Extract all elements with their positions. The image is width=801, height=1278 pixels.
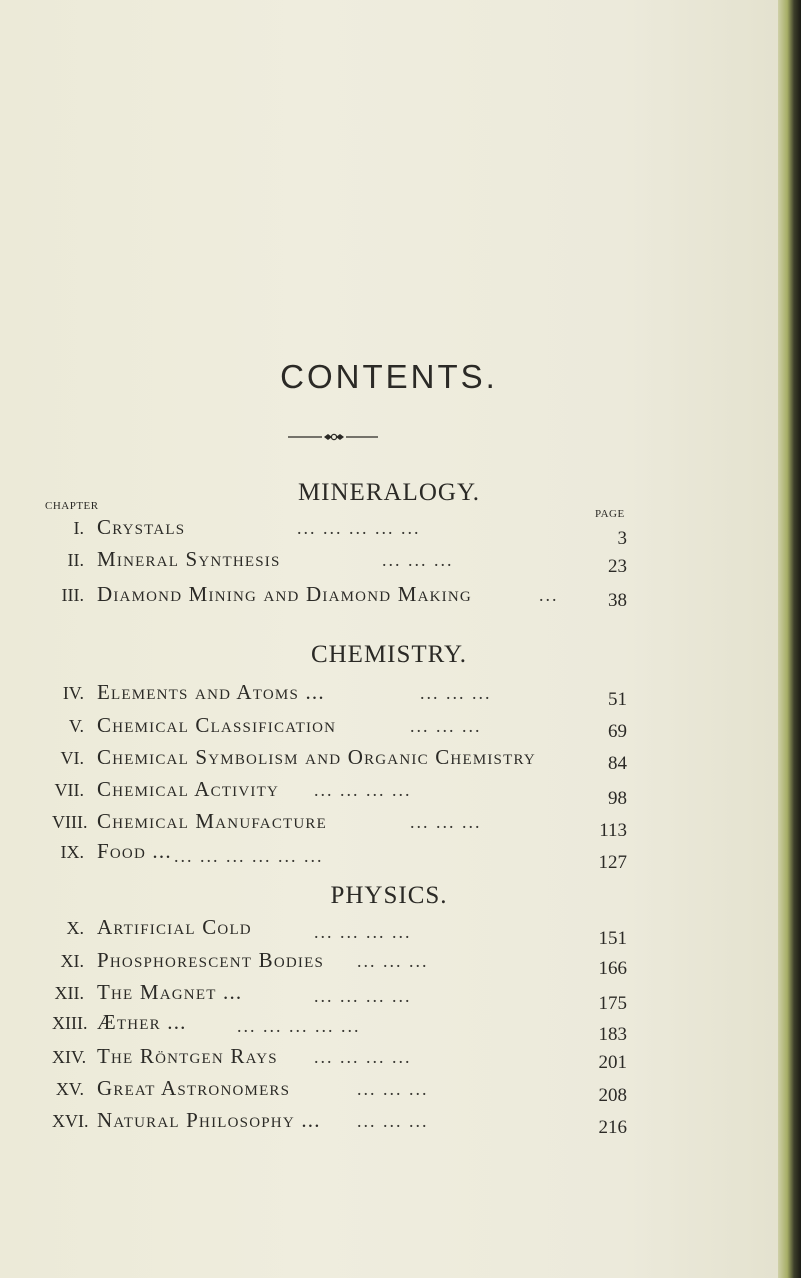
chapter-number: VI.: [60, 748, 84, 768]
chapter-title: Æther ...: [97, 1010, 187, 1034]
leader-dots: ... ... ...: [410, 812, 482, 832]
page-number: 84: [608, 753, 627, 774]
toc-entry[interactable]: [52, 915, 627, 949]
toc-entry[interactable]: [52, 745, 627, 776]
chapter-number: III.: [61, 585, 84, 605]
toc-entry[interactable]: [52, 839, 627, 873]
leader-dots: ... ... ...: [382, 550, 454, 570]
chapter-title: Crystals: [97, 515, 186, 539]
chapter-number: XIV.: [52, 1047, 87, 1067]
page-number: 51: [608, 689, 627, 710]
chapter-column-label: CHAPTER: [45, 500, 99, 512]
leader-dots: ... ... ... ...: [314, 780, 412, 800]
ornament-divider: [288, 432, 378, 442]
chapter-number: X.: [66, 918, 84, 938]
leader-dots: ... ... ... ...: [314, 986, 412, 1006]
leader-dots: ... ... ...: [357, 1111, 429, 1131]
toc-entry[interactable]: [52, 777, 627, 809]
leader-dots: ... ... ...: [357, 1079, 429, 1099]
chapter-title: Chemical Manufacture: [97, 809, 327, 833]
leader-dots: ... ... ... ... ...: [237, 1016, 361, 1036]
toc-entry[interactable]: [52, 809, 627, 841]
page-number: 201: [598, 1052, 627, 1073]
section-heading-chemistry: CHEMISTRY.: [310, 641, 468, 668]
page-column-label: PAGE: [595, 508, 625, 520]
page-number: 98: [608, 788, 627, 809]
leader-dots: ... ... ... ... ... ...: [174, 846, 324, 866]
chapter-title: Food ...: [97, 839, 172, 863]
chapter-title: Phosphorescent Bodies: [97, 948, 324, 972]
chapter-title: Natural Philosophy ...: [97, 1108, 321, 1132]
chapter-number: XVI.: [52, 1111, 89, 1131]
page-title: CONTENTS.: [280, 358, 498, 395]
page-number: 166: [598, 958, 627, 979]
leader-dots: ... ... ...: [420, 683, 492, 703]
toc-entry[interactable]: [52, 1108, 627, 1139]
chapter-title: Great Astronomers: [97, 1076, 291, 1100]
chapter-number: II.: [67, 550, 84, 570]
chapter-title: The Magnet ...: [97, 980, 243, 1004]
toc-entry[interactable]: [52, 948, 627, 979]
leader-dots: ... ... ... ... ...: [297, 518, 421, 538]
toc-entry[interactable]: [52, 1076, 627, 1107]
page-number: 151: [598, 928, 627, 949]
chapter-title: Diamond Mining and Diamond Making: [97, 582, 472, 606]
book-spine-edge: [778, 0, 801, 1278]
leader-dots: ... ... ... ...: [314, 1047, 412, 1067]
toc-entry[interactable]: [52, 713, 627, 744]
chapter-title: Chemical Activity: [97, 777, 279, 801]
chapter-title: The Röntgen Rays: [97, 1044, 278, 1068]
page-number: 3: [617, 528, 627, 549]
section-heading-mineralogy: MINERALOGY.: [297, 479, 481, 506]
page-number: 38: [608, 590, 627, 611]
toc-entry[interactable]: [52, 1010, 627, 1045]
chapter-number: XIII.: [52, 1013, 88, 1033]
chapter-number: XII.: [54, 983, 84, 1003]
chapter-title: Mineral Synthesis: [97, 547, 281, 571]
leader-dots: ... ... ... ...: [314, 922, 412, 942]
page-number: 216: [598, 1117, 627, 1138]
chapter-title: Chemical Classification: [97, 713, 337, 737]
toc-entry[interactable]: [52, 547, 627, 578]
toc-entry[interactable]: [52, 515, 627, 549]
chapter-number: IV.: [62, 683, 84, 703]
page-number: 175: [598, 993, 627, 1014]
toc-entry[interactable]: [52, 582, 627, 613]
page-number: 113: [599, 820, 627, 841]
chapter-number: XV.: [55, 1079, 84, 1099]
chapter-title: Elements and Atoms ...: [97, 680, 325, 704]
leader-dots: ... ... ...: [357, 951, 429, 971]
toc-entry[interactable]: [52, 980, 627, 1014]
page-number: 23: [608, 556, 627, 577]
toc-entry[interactable]: [52, 1044, 627, 1075]
chapter-number: IX.: [60, 842, 84, 862]
chapter-title: Chemical Symbolism and Organic Chemistry: [97, 745, 536, 769]
chapter-number: VII.: [54, 780, 84, 800]
section-heading-physics: PHYSICS.: [330, 882, 448, 909]
page-number: 127: [598, 852, 627, 873]
leader-dots: ...: [539, 585, 559, 605]
page-number: 69: [608, 721, 627, 742]
chapter-title: Artificial Cold: [97, 915, 252, 939]
toc-entry[interactable]: [52, 680, 627, 711]
chapter-number: V.: [68, 716, 84, 736]
page-number: 208: [598, 1085, 627, 1106]
chapter-number: I.: [73, 518, 84, 538]
page-number: 183: [598, 1024, 627, 1045]
leader-dots: ... ... ...: [410, 716, 482, 736]
chapter-number: VIII.: [52, 812, 88, 832]
chapter-number: XI.: [60, 951, 84, 971]
